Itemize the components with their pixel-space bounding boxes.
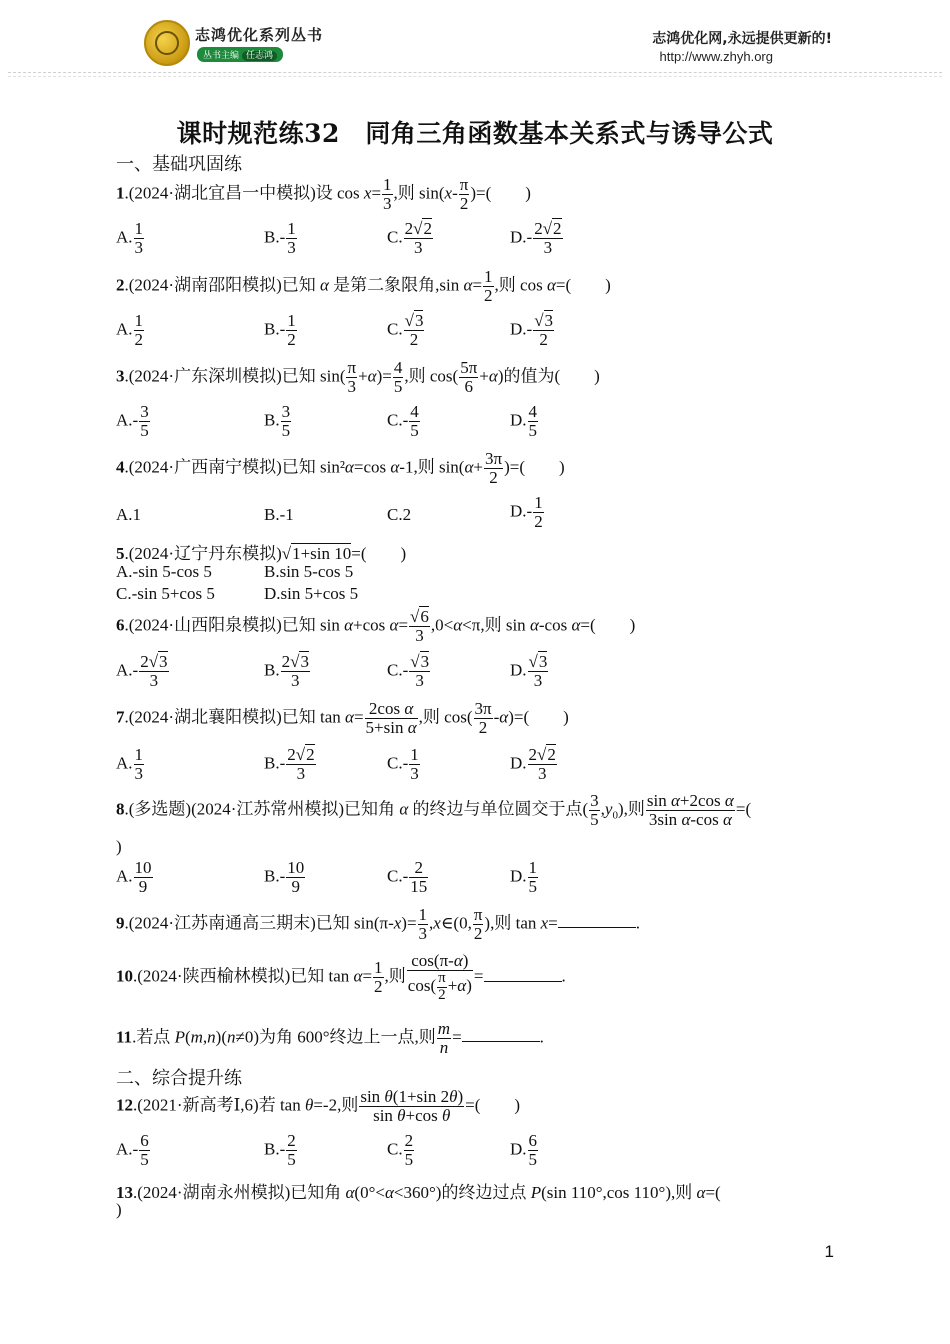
option-a: A. $\frac{10}{9}$ [116,858,152,896]
option-c: C.2 [387,505,412,524]
option-d: D. $\frac{√3}{3}$ [510,652,548,690]
question-9: 9.(2024·江苏南通高三期末)已知 sin(π-x)= $\frac{1}{3}$ ,x∈(0, $\frac{\pi}{2}$ ),则 tan x= . [116,905,641,943]
option-b: B.sin 5-cos 5 [264,562,354,581]
option-d: D.- $\frac{2√2}{3}$ [510,219,562,257]
option-b: B.- $\frac{2}{5}$ [264,1131,296,1169]
question-8-close: ) [116,837,122,856]
option-c: C.- $\frac{2}{15}$ [387,858,428,896]
option-a: A.1 [116,505,142,524]
header-divider [8,76,942,77]
section-heading: 二、综合提升练 [116,1068,242,1088]
question-7: 7.(2024·湖北襄阳模拟)已知 tan α= $\frac{\text{2cos α}}{\text{5+sin α}}$ ,则 cos( $\frac{3\pi}{2}$ -α)=( ) [116,699,569,737]
series-title: 志鸿优化系列丛书 [195,26,324,44]
option-c: C. $\frac{2}{5}$ [387,1131,414,1169]
option-d: D.- $\frac{1}{2}$ [510,493,543,531]
option-a: A.-sin 5-cos 5 [116,562,212,581]
question-12: 12.(2021·新高考Ⅰ,6)若 tan θ=-2,则 $\frac{\text{sin θ(1+sin 2θ)}}{\text{sin θ+cos θ}}$ =( ) [116,1087,521,1125]
answer-blank[interactable] [484,967,562,982]
option-b: B.-1 [264,505,294,524]
question-5: 5.(2024·辽宁丹东模拟)√1+sin 10=( ) [116,544,407,563]
header-url[interactable]: http://www.zhyh.org [659,49,773,64]
option-b: B.- $\frac{1}{2}$ [264,311,296,349]
question-13: 13.(2024·湖南永州模拟)已知角 α(0°<α<360°)的终边过点 P(sin 110°,cos 110°),则 α=( [116,1183,721,1202]
option-a: A.- $\frac{6}{5}$ [116,1131,149,1169]
option-b: B. $\frac{3}{5}$ [264,402,291,440]
option-d: D. $\frac{4}{5}$ [510,402,538,440]
option-d: D. $\frac{2√2}{3}$ [510,745,556,783]
option-c: C.-sin 5+cos 5 [116,584,215,603]
page-number: 1 [824,1242,834,1261]
option-b: B.- $\frac{10}{9}$ [264,858,305,896]
option-a: A.- $\frac{2√3}{3}$ [116,652,168,690]
answer-blank[interactable] [558,913,636,928]
option-c: C.- $\frac{1}{3}$ [387,745,419,783]
option-c: C.- $\frac{4}{5}$ [387,402,419,440]
option-d: D.sin 5+cos 5 [264,584,359,603]
question-11: 11.若点 P(m,n)(n≠0)为角 600°终边上一点,则 $\frac{m}{n}$ = . [116,1019,544,1057]
option-d: D. $\frac{6}{5}$ [510,1131,538,1169]
option-b: B. $\frac{2√3}{3}$ [264,652,309,690]
question-6: 6.(2024·山西阳泉模拟)已知 sin α+cos α= $\frac{√6}{3}$ ,0<α<π,则 sin α-cos α=( ) [116,607,636,645]
question-8: 8.(多选题)(2024·江苏常州模拟)已知角 α 的终边与单位圆交于点( $\frac{3}{5}$ $,y_0$),则 $\frac{\text{sin α+2cos α}}{\text{3sin α-cos α}}$ =( [116,791,752,829]
page-title: 课时规范练32 同角三角函数基本关系式与诱导公式 [176,119,774,148]
option-d: D. $\frac{1}{5}$ [510,858,538,896]
publisher-logo-icon [144,20,190,66]
option-c: C. $\frac{√3}{2}$ [387,311,424,349]
option-d: D.- $\frac{√3}{2}$ [510,311,554,349]
header-divider [8,72,942,73]
header-slogan: 志鸿优化网,永远提供更新的! [652,31,832,47]
section-heading: 一、基础巩固练 [116,154,242,174]
question-13-close: ) [116,1200,122,1219]
page-header [0,0,950,80]
option-a: A.- $\frac{3}{5}$ [116,402,149,440]
answer-blank[interactable] [462,1027,540,1042]
question-4: 4.(2024·广西南宁模拟)已知 sin²α=cos α-1,则 sin(α+ $\frac{3\pi}{2}$ )=( ) [116,449,565,487]
question-1: 1.(2024·湖北宜昌一中模拟)设 cos x= $\frac{1}{3}$ ,则 sin(x- $\frac{\pi}{2}$ )=( ) [116,175,531,213]
question-3: 3.(2024·广东深圳模拟)已知 sin( $\frac{\pi}{3}$ +α)= $\frac{4}{5}$ ,则 cos( $\frac{5\pi}{6}$ +α)的值为( ) [116,358,600,396]
question-10: 10.(2024·陕西榆林模拟)已知 tan α= $\frac{1}{2}$ ,则 cos(π-α) cos( $\frac{\pi}{2}$ +α) = . [116,951,566,1003]
option-b: B.- $\frac{1}{3}$ [264,219,296,257]
option-a: A. $\frac{1}{3}$ [116,745,144,783]
option-a: A. $\frac{1}{2}$ [116,311,144,349]
option-a: A. $\frac{1}{3}$ [116,219,144,257]
option-c: C.- $\frac{√3}{3}$ [387,652,430,690]
series-editor: 丛书主编 任志鸿 [197,47,283,62]
option-b: B.- $\frac{2√2}{3}$ [264,745,315,783]
question-2: 2.(2024·湖南邵阳模拟)已知 α 是第二象限角,sin α= $\frac{1}{2}$ ,则 cos α=( ) [116,267,611,305]
option-c: C. $\frac{2√2}{3}$ [387,219,432,257]
